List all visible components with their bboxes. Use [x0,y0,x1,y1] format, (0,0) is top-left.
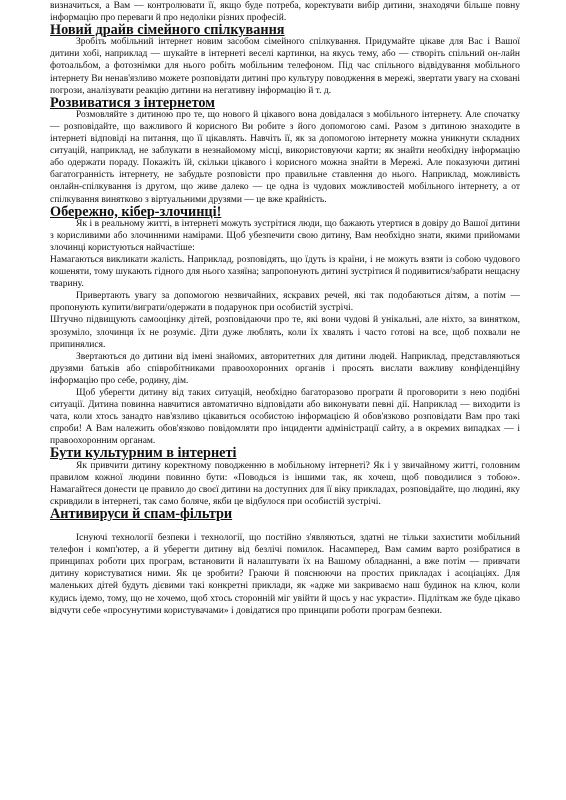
paragraph: Щоб уберегти дитину від таких ситуацій, необхідно багаторазово програти й проговорити з нею подібні ситуації. Дитина повинна навчитися автоматично відповідати або виконувати певні дії. Наприклад — виходити із чата, коли хтось занадто нав'язливо цікавиться особистою інформацією й обов'язково розповідати Вам про такі спроби! А Вам належить обов'язково повідомляти про інциденти адміністрації сайту, а в окремих випадках — і правоохоронним органам. [50,388,520,447]
paragraph: Привертають увагу за допомогою незвичайних, яскравих речей, які так подобаються дітям, а потім — пропонують купити/виграти/одержати в подарунок при особистій зустрічі. [50,291,520,314]
paragraph: Розмовляйте з дитиною про те, що нового й цікавого вона довідалася з мобільного інтернету. Але спочатку — розповідайте, що важливого й корисного Ви робите з його допомогою самі. Разом з дитиною знаходите в інтернеті відповіді на питання, що її цікавлять. Навчіть її, як за допомогою інтернету можна уникнути складних ситуацій, наприклад, не заблукати в незнайомому місці, використовуючи карти; як знайти необхідну інформацію або одержати пораду. Покажіть їй, скільки цікавого і корисного можна знайти в Мережі. Але показуючи дитині багатогранність інтернету, не забудьте розповісти про правильне ставлення до нього. Наприклад, можливість онлайн-спілкування із другом, що живе далеко — це одна із чудових можливостей мобільного інтернету, а от спілкування винятково з віртуальними друзями — це вже крайність. [50,109,520,205]
heading-cyber-criminals: Обережно, кібер-злочинці! [50,203,222,220]
paragraph: Намагаються викликати жалість. Наприклад, розповідять, що їдуть із країни, і не можуть взяти із собою чудового кошеняти, тому шукають гідного для нього хазяїна; запропонують дитині зустрітися й подивитися/забрати нещасну тварину. [50,254,520,290]
paragraph: Як привчити дитину коректному поводженню в мобільному інтернеті? Як і у звичайному житті, головним правилом кожної людини повинно бути: «Поводься із іншими так, як хочеш, щоб поводилися з тобою». Намагайтеся донести це правило до своєї дитини на доступних для її віку прикладах, розповідайте, що людині, яку скривдили в інтернеті, так само боляче, якби це відбулося при особистій зустрічі. [50,460,520,507]
paragraph: Звертаються до дитини від імені знайомих, авторитетних для дитини людей. Наприклад, представляються друзями батьків або співробітниками правоохоронних органів і просять вислати важливу конфіденційну інформацію про себе, родину, дім. [50,351,520,386]
paragraph-continuation: визначиться, а Вам — контролювати її, якщо буде потреба, коректувати вибір дитини, знаходячи більше повну інформацію про переваги й про недоліки різних професій. [50,1,520,24]
paragraph: Як і в реальному житті, в інтернеті можуть зустрітися люди, що бажають утертися в довіру до Вашої дитини з корисливими або злочинними намірами. Щоб убезпечити свою дитину, Вам необхідно знати, якими прийомами злочинці користуються найчастіше: [50,218,520,253]
heading-family-communication: Новий драйв сімейного спілкування [50,22,285,39]
heading-be-cultured: Бути культурним в інтернеті [50,445,237,462]
heading-antivirus-spam: Антивируси й спам-фільтри [50,505,233,522]
paragraph: Штучно підвищують самооцінку дітей, розповідаючи про те, які вони чудові й унікальні, але ніхто, за винятком, зрозуміло, злочинця їх не розуміє. Діти дуже люблять, коли їх хвалять і часто готові на все, щоб похвали не припинялися. [50,315,520,350]
paragraph: Зробіть мобільний інтернет новим засобом сімейного спілкування. Придумайте цікаве для Вас і Вашої дитини хобі, наприклад — шукайте в інтернеті веселі картинки, на якусь тему, або — створіть спільний он-лайн фотоальбом, а фотознімки для нього робіть мобільним телефоном. Під час спільного відвідування мобільного інтернету Ви ненав'язливо можете розповідати дитині про культуру поводження в мережі, звертати увагу на сховані погрози, аналізувати реакцію дитини на негативну інформацію й т. д. [50,37,520,96]
paragraph: Існуючі технології безпеки і технології, що постійно з'являються, здатні не тільки захистити мобільний телефон і комп'ютер, а й уберегти дитину від безлічі помилок. Насамперед, Вам самим варто розібратися в принципах роботи цих програм, встановити й налаштувати їх на Вашому обладнанні, а вже потім — привчати дитину користуватися ними. Як це зробити? Граючи й пояснюючи на простих прикладах і асоціаціях. Для маленьких дітей будуть дієвими такі конкретні приклади, як «адже ми закриваємо наш будинок на ключ, коли кудись ідемо, тому, що не хочемо, щоб хтось сторонній міг увійти й щось у нас украсти». Підліткам же буде цікаво відчути себе «просунутими користувачами» і довідатися про принципи роботи програм безпеки. [50,533,520,616]
heading-develop-with-internet: Розвиватися з інтернетом [50,94,215,111]
